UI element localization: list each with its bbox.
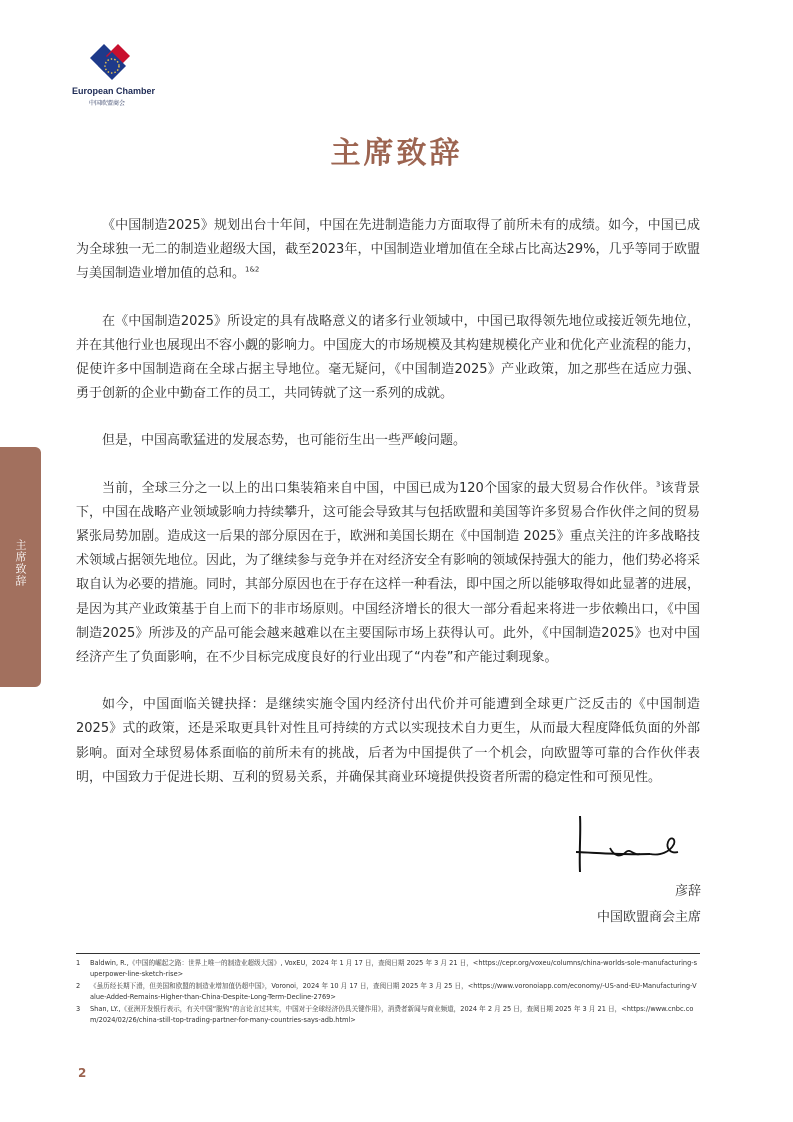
- page-title: 主席致辞: [330, 136, 463, 171]
- logo-name-en: European Chamber: [72, 86, 156, 96]
- footnote-number: 1: [76, 959, 81, 967]
- paragraph-1-text: 《中国制造2025》规划出台十年间，中国在先进制造能力方面取得了前所未有的成绩。如今，中国已成为全球独一无二的制造业超级大国，截至2023年，中国制造业增加值在全球占比高达29%，几乎等同于欧盟与美国制造业增加值的总和。: [76, 218, 700, 282]
- paragraph-2: 在《中国制造2025》所设定的具有战略意义的诸多行业领域中，中国已取得领先地位或接近领先地位，并在其他行业也展现出不容小觑的影响力。中国庞大的市场规模及其构建规模化产业和优化产业流程的能力，促使许多中国制造商在全球占据主导地位。毫无疑问，《中国制造2025》产业政策，加之那些在适应力强、勇于创新的企业中勤奋工作的员工，共同铸就了这一系列的成就。: [76, 313, 701, 402]
- footnote-2: [76, 981, 700, 1003]
- handwritten-signature: [570, 812, 690, 882]
- footnote-ref-3: 3: [655, 480, 661, 489]
- paragraph-3: 但是，中国高歌猛进的发展态势，也可能衍生出一些严峻问题。: [102, 433, 467, 449]
- footnote-text: 《虽历经长期下滑，但美国和欧盟的制造业增加值仍超中国》，Voronoi，2024 年 10 月 17 日，查阅日期 2025 年 3 月 25 日，<https://www.voronoiapp.com/economy/-US-and-EU-Manufacturing-Value-Added-Remains-Higher-than-China-Despite-Long-Term-Decline-2769>: [90, 982, 697, 1001]
- logo-mark-icon: [82, 36, 148, 86]
- footnote-text: Shan, LY.,《亚洲开发银行表示，有关中国“脱钩”的言论言过其实，中国对于全球经济仍具关键作用》，消费者新闻与商业频道，2024 年 2 月 25 日，查阅日期 2025 年 3 月 21 日，<https://www.cnbc.com/2024/02/26/china-still-top-trading-partner-for-many-countries-says-adb.html>: [90, 1005, 694, 1024]
- paragraph-5: 如今，中国面临关键抉择：是继续实施令国内经济付出代价并可能遭到全球更广泛反击的《中国制造2025》式的政策，还是采取更具针对性且可持续的方式以实现技术自力更生，从而最大程度降低负面的外部影响。面对全球贸易体系面临的前所未有的挑战，后者为中国提供了一个机会，向欧盟等可靠的合作伙伴表明，中国致力于促进长期、互利的贸易关系，并确保其商业环境提供投资者所需的稳定性和可预见性。: [76, 697, 700, 785]
- footnotes: [76, 958, 700, 1027]
- paragraph-4-text-b: 该背景下，中国在战略产业领域影响力持续攀升，这可能会导致其与包括欧盟和美国等许多贸易合作伙伴之间的贸易紧张局势加剧。造成这一后果的部分原因在于，欧洲和美国长期在《中国制造 2025》重点关注的许多战略技术领域占据领先地位。因此，为了继续参与竞争并在对经济安全有影响的领域保持强大的能力，他们势必将采取自认为必要的措施。同时，其部分原因也在于存在这样一种看法，即中国之所以能够取得如此显著的进展，是因为其产业政策基于自上而下的非市场原则。中国经济增长的很大一部分看起来将进一步依赖出口，《中国制造2025》所涉及的产品可能会越来越难以在主要国际市场上获得认可。此外，《中国制造2025》也对中国经济产生了负面影响，在不少目标完成度良好的行业出现了“内卷”和产能过剩现象。: [76, 480, 701, 666]
- footnote-text: Baldwin, R.,《中国的崛起之路：世界上唯一的制造业超级大国》, VoxEU，2024 年 1 月 17 日，查阅日期 2025 年 3 月 21 日，<https://cepr.org/voxeu/columns/china-worlds-sole-manufacturing-superpower-line-sketch-rise>: [90, 959, 698, 978]
- footnote-3: [76, 1004, 700, 1026]
- page-number: 2: [78, 1066, 87, 1080]
- footnote-ref-1-2: 1&2: [245, 266, 260, 275]
- signoff-title: 中国欧盟商会主席: [596, 910, 701, 925]
- footnote-number: 2: [76, 982, 81, 990]
- logo-name-cn: 中国欧盟商会: [89, 100, 126, 107]
- signoff-name: 彦辞: [674, 884, 701, 899]
- paragraph-1: [76, 214, 700, 287]
- paragraph-4: [76, 477, 700, 671]
- paragraph-4-text-a: 当前，全球三分之一以上的出口集装箱来自中国，中国已成为120个国家的最大贸易合作伙伴。: [102, 480, 656, 496]
- letter-body: [76, 214, 700, 813]
- footnote-1: [76, 958, 700, 980]
- footnote-divider: [76, 953, 700, 954]
- footnote-number: 3: [76, 1005, 81, 1013]
- section-side-tab: [0, 447, 41, 687]
- side-tab-label: 主席致辞: [14, 539, 27, 587]
- european-chamber-logo: [60, 36, 170, 112]
